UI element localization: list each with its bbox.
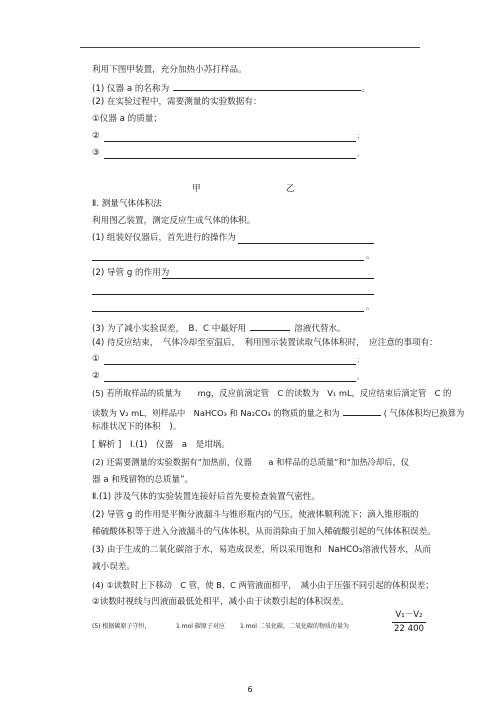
fraction-bar: [392, 622, 426, 623]
semicolon: ；: [357, 133, 364, 140]
period: 。: [357, 374, 364, 381]
analysis-line-small: 1 mol 碳原子对应: [176, 623, 225, 630]
semicolon: ；: [357, 357, 364, 364]
analysis-line-small: (5) 根据碳原子守恒，: [92, 623, 151, 630]
question-2: (2) 在实验过程中，需要测量的实验数据有：: [92, 97, 262, 107]
question-3: [92, 321, 346, 334]
fraction: [392, 611, 426, 633]
question-4: (4) 待反应结束， 气体冷却至室温后， 利用图示装置读取气体体积时， 应注意的事项有：: [92, 338, 438, 348]
question-5-tail: ( 气体体积均已换算为: [383, 408, 465, 418]
analysis-line: ②读数时视线与凹液面最低处相平，减小由于读数引起的体积误差。: [92, 597, 349, 607]
question-2: (2) 导管 g 的作用为: [92, 268, 170, 278]
question-5-end: 标准状况下的体积 )。: [92, 422, 182, 432]
question-1: [92, 81, 370, 94]
question-3-tail: 溶液代替水。: [294, 324, 346, 334]
period: 。: [361, 84, 370, 94]
analysis-line: (3) 由于生成的二氧化碳溶于水，易造成误差，所以采用饱和: [92, 545, 322, 555]
section-heading: Ⅱ. 测量气体体积法: [92, 199, 162, 209]
question-1: (1) 组装好仪器后，首先进行的操作为: [92, 233, 236, 243]
page-number: 6: [247, 685, 253, 694]
answer-blank: [162, 278, 374, 279]
item-2: ②: [92, 131, 100, 141]
figure-label-jia: 甲: [192, 184, 201, 194]
answer-blank: [104, 381, 356, 382]
item-1: ①: [92, 354, 100, 364]
header-rule: [80, 47, 420, 48]
analysis-heading: [ 解析 ] Ⅰ.(1) 仪器 a 是坩埚。: [92, 440, 230, 450]
question-1-text: (1) 仪器 a 的名称为: [92, 84, 170, 94]
question-5-text: 读数为 V₂ mL，则样品中 NaHCO₃ 和 Na₂CO₃ 的物质的量之和为: [92, 408, 340, 418]
answer-blank: [92, 260, 364, 261]
answer-blank: [173, 81, 361, 91]
item-2: ②: [92, 371, 100, 381]
analysis-line: (2) 导管 g 的作用是平衡分液漏斗与锥形瓶内的气压，使液体顺利流下；滴入锥形瓶的: [92, 510, 419, 520]
analysis-line: (4) ①读数时上下移动 C 管，使 B、C 两管液面相平， 减小由于压强不同引起的体积误差；: [92, 580, 434, 590]
analysis-line: Ⅱ.(1) 涉及气体的实验装置连接好后首先要检查装置气密性。: [92, 492, 321, 502]
analysis-line-small: 1 mol 二氧化碳，二氧化碳的物质的量为: [240, 623, 349, 630]
period: 。: [366, 251, 375, 261]
period: 。: [366, 302, 375, 312]
analysis-line: (2) 还需要测量的实验数据有“加热前，仪器 a 和样品的总质量”和“加热冷却后，仪: [92, 457, 410, 467]
analysis-line: 减小误差。: [92, 562, 135, 572]
answer-blank: [92, 311, 364, 312]
answer-blank: [104, 364, 356, 365]
fraction-denominator: 22 400: [393, 623, 425, 634]
analysis-line: 器 a 和残留物的总质量”。: [92, 475, 194, 485]
item-3: ③: [92, 148, 100, 158]
answer-blank: [343, 406, 381, 416]
analysis-line: 稀硫酸体积等于进入分液漏斗的气体体积，从而消除由于加入稀硫酸引起的气体体积误差。: [92, 527, 436, 537]
answer-blank: [238, 243, 374, 244]
answer-blank: [104, 158, 356, 159]
fraction-numerator: V₁－V₂: [395, 610, 423, 620]
figure-label-yi: 乙: [286, 184, 295, 194]
item-1: ①仪器 a 的质量；: [92, 114, 162, 124]
period: 。: [357, 151, 364, 158]
answer-blank: [92, 294, 374, 295]
question-5: (5) 若所取样品的质量为 mg，反应前滴定管 C 的读数为 V₁ mL，反应结束后滴定管 C 的: [92, 388, 452, 398]
answer-blank: [250, 321, 290, 331]
text-line: 利用图乙装置，测定反应生成气体的体积。: [92, 216, 256, 226]
question-3-text: (3) 为了减小实验误差， B、C 中最好用: [92, 324, 247, 334]
analysis-line: NaHCO₃溶液代替水，从而: [328, 545, 432, 555]
text-line-1: 利用下图甲装置，充分加热小苏打样品。: [92, 65, 247, 75]
answer-blank: [104, 141, 356, 142]
question-5-cont: [92, 406, 464, 417]
